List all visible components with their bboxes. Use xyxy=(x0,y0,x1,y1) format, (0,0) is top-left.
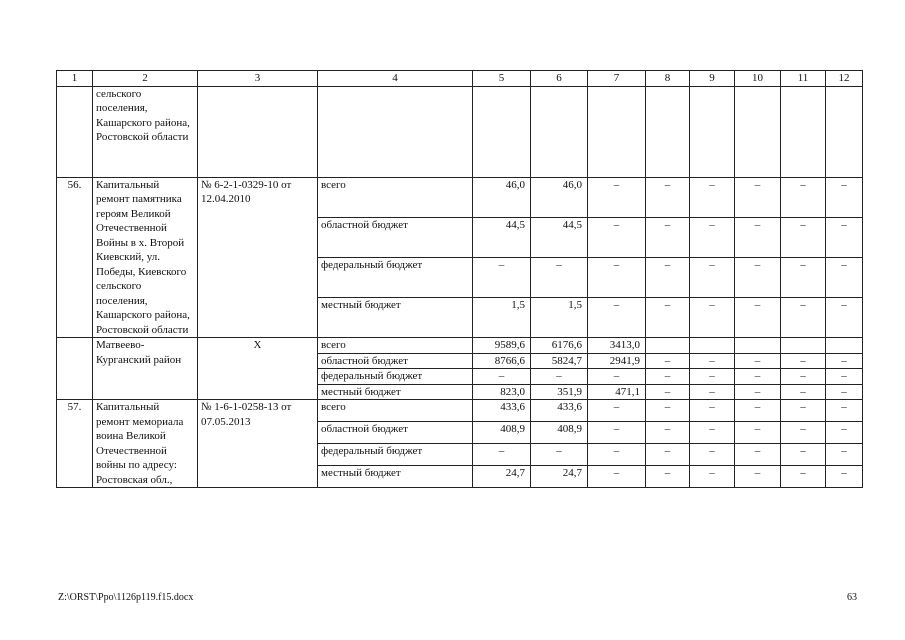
document-cell: № 6-2-1-0329-10 от 12.04.2010 xyxy=(198,177,318,338)
header-cell: 1 xyxy=(57,71,93,87)
value-cell: 3413,0 xyxy=(588,338,646,354)
value-cell: – xyxy=(781,444,826,466)
value-cell: 408,9 xyxy=(531,422,588,444)
document-cell xyxy=(198,86,318,177)
value-cell: – xyxy=(646,353,690,369)
value-cell: – xyxy=(588,177,646,217)
value-cell: – xyxy=(531,257,588,297)
value-cell: – xyxy=(735,257,781,297)
value-cell: 433,6 xyxy=(473,400,531,422)
table-row xyxy=(57,338,863,354)
value-cell: – xyxy=(826,369,863,385)
value-cell: – xyxy=(690,217,735,257)
value-cell: – xyxy=(690,369,735,385)
document-cell: Х xyxy=(198,338,318,400)
value-cell: – xyxy=(646,444,690,466)
header-cell: 4 xyxy=(318,71,473,87)
funding-label-cell: федеральный бюджет xyxy=(318,257,473,297)
funding-label-cell: местный бюджет xyxy=(318,384,473,400)
value-cell: – xyxy=(781,177,826,217)
row-number-cell xyxy=(57,86,93,177)
value-cell: 1,5 xyxy=(473,297,531,337)
value-cell: – xyxy=(473,369,531,385)
funding-label-cell xyxy=(318,86,473,177)
value-cell: – xyxy=(588,422,646,444)
funding-label-cell: всего xyxy=(318,400,473,422)
funding-label-cell: федеральный бюджет xyxy=(318,444,473,466)
funding-label-cell: местный бюджет xyxy=(318,466,473,488)
value-cell xyxy=(473,86,531,177)
value-cell: – xyxy=(690,353,735,369)
value-cell: – xyxy=(646,466,690,488)
funding-label-cell: областной бюджет xyxy=(318,353,473,369)
footer-file-path: Z:\ORST\Ppo\1126p119.f15.docx xyxy=(58,592,194,603)
value-cell xyxy=(588,86,646,177)
value-cell: – xyxy=(646,422,690,444)
value-cell: – xyxy=(826,466,863,488)
value-cell: – xyxy=(690,257,735,297)
value-cell: 471,1 xyxy=(588,384,646,400)
value-cell: – xyxy=(735,369,781,385)
funding-label-cell: всего xyxy=(318,177,473,217)
value-cell xyxy=(781,86,826,177)
value-cell: – xyxy=(735,353,781,369)
value-cell xyxy=(735,338,781,354)
value-cell: – xyxy=(473,257,531,297)
value-cell: – xyxy=(588,217,646,257)
object-name-cell: Капитальный ремонт памятника героям Великой Отечественной Войны в х. Второй Киевский, ул. Победы, Киевского сельского поселения, Кашарского района, Ростовской области xyxy=(93,177,198,338)
value-cell xyxy=(781,338,826,354)
value-cell: 2941,9 xyxy=(588,353,646,369)
value-cell: – xyxy=(588,297,646,337)
value-cell: 24,7 xyxy=(531,466,588,488)
header-cell: 9 xyxy=(690,71,735,87)
page-number: 63 xyxy=(847,592,857,603)
value-cell: – xyxy=(735,400,781,422)
value-cell xyxy=(826,86,863,177)
value-cell: – xyxy=(781,384,826,400)
value-cell xyxy=(646,86,690,177)
value-cell: – xyxy=(781,369,826,385)
value-cell: – xyxy=(826,353,863,369)
value-cell: – xyxy=(735,466,781,488)
object-name-cell: Матвеево-Курганский район xyxy=(93,338,198,400)
value-cell: – xyxy=(826,422,863,444)
value-cell: – xyxy=(826,257,863,297)
value-cell: – xyxy=(826,444,863,466)
object-name-cell: Капитальный ремонт мемориала воина Великой Отечественной войны по адресу: Ростовская обл., xyxy=(93,400,198,488)
header-cell: 5 xyxy=(473,71,531,87)
value-cell: – xyxy=(646,400,690,422)
value-cell: – xyxy=(781,257,826,297)
value-cell xyxy=(690,86,735,177)
value-cell: – xyxy=(781,217,826,257)
funding-label-cell: федеральный бюджет xyxy=(318,369,473,385)
value-cell: – xyxy=(531,369,588,385)
value-cell: – xyxy=(826,400,863,422)
value-cell: – xyxy=(588,466,646,488)
value-cell: – xyxy=(735,444,781,466)
value-cell: 44,5 xyxy=(473,217,531,257)
row-number-cell xyxy=(57,338,93,400)
header-cell: 2 xyxy=(93,71,198,87)
value-cell: – xyxy=(735,297,781,337)
funding-label-cell: областной бюджет xyxy=(318,217,473,257)
value-cell: – xyxy=(588,257,646,297)
value-cell: – xyxy=(588,444,646,466)
value-cell: 5824,7 xyxy=(531,353,588,369)
value-cell: – xyxy=(588,400,646,422)
value-cell: 9589,6 xyxy=(473,338,531,354)
row-number-cell: 56. xyxy=(57,177,93,338)
header-cell: 7 xyxy=(588,71,646,87)
value-cell: – xyxy=(826,217,863,257)
value-cell: – xyxy=(781,297,826,337)
value-cell: 408,9 xyxy=(473,422,531,444)
value-cell: – xyxy=(735,217,781,257)
object-name-cell: сельского поселения, Кашарского района, Ростовской области xyxy=(93,86,198,177)
value-cell: 8766,6 xyxy=(473,353,531,369)
value-cell xyxy=(646,338,690,354)
value-cell: – xyxy=(588,369,646,385)
value-cell: – xyxy=(826,177,863,217)
value-cell: – xyxy=(690,297,735,337)
value-cell: – xyxy=(690,466,735,488)
value-cell: – xyxy=(781,422,826,444)
value-cell: 44,5 xyxy=(531,217,588,257)
value-cell: – xyxy=(690,422,735,444)
value-cell: – xyxy=(646,177,690,217)
table-row xyxy=(57,177,863,217)
header-cell: 12 xyxy=(826,71,863,87)
value-cell: – xyxy=(781,400,826,422)
value-cell: 823,0 xyxy=(473,384,531,400)
header-cell: 8 xyxy=(646,71,690,87)
funding-label-cell: всего xyxy=(318,338,473,354)
value-cell: – xyxy=(646,297,690,337)
value-cell: – xyxy=(646,384,690,400)
value-cell: 46,0 xyxy=(473,177,531,217)
value-cell: 46,0 xyxy=(531,177,588,217)
value-cell xyxy=(531,86,588,177)
value-cell: – xyxy=(690,384,735,400)
header-cell: 3 xyxy=(198,71,318,87)
value-cell xyxy=(735,86,781,177)
value-cell: – xyxy=(735,422,781,444)
table-body xyxy=(57,71,863,488)
value-cell: 6176,6 xyxy=(531,338,588,354)
row-number-cell: 57. xyxy=(57,400,93,488)
value-cell: – xyxy=(781,353,826,369)
value-cell: – xyxy=(646,217,690,257)
value-cell: 1,5 xyxy=(531,297,588,337)
header-cell: 11 xyxy=(781,71,826,87)
value-cell: – xyxy=(473,444,531,466)
value-cell: – xyxy=(781,466,826,488)
value-cell: – xyxy=(646,257,690,297)
value-cell: 24,7 xyxy=(473,466,531,488)
value-cell: – xyxy=(646,369,690,385)
value-cell xyxy=(690,338,735,354)
header-row xyxy=(57,71,863,87)
value-cell: – xyxy=(826,297,863,337)
funding-label-cell: областной бюджет xyxy=(318,422,473,444)
value-cell: – xyxy=(735,177,781,217)
value-cell: – xyxy=(735,384,781,400)
continuation-row xyxy=(57,86,863,177)
header-cell: 6 xyxy=(531,71,588,87)
value-cell: – xyxy=(690,444,735,466)
value-cell xyxy=(826,338,863,354)
value-cell: – xyxy=(690,177,735,217)
header-cell: 10 xyxy=(735,71,781,87)
table-row xyxy=(57,400,863,422)
value-cell: 433,6 xyxy=(531,400,588,422)
value-cell: – xyxy=(690,400,735,422)
funding-label-cell: местный бюджет xyxy=(318,297,473,337)
value-cell: 351,9 xyxy=(531,384,588,400)
budget-table xyxy=(56,70,863,488)
document-cell: № 1-6-1-0258-13 от 07.05.2013 xyxy=(198,400,318,488)
value-cell: – xyxy=(531,444,588,466)
value-cell: – xyxy=(826,384,863,400)
